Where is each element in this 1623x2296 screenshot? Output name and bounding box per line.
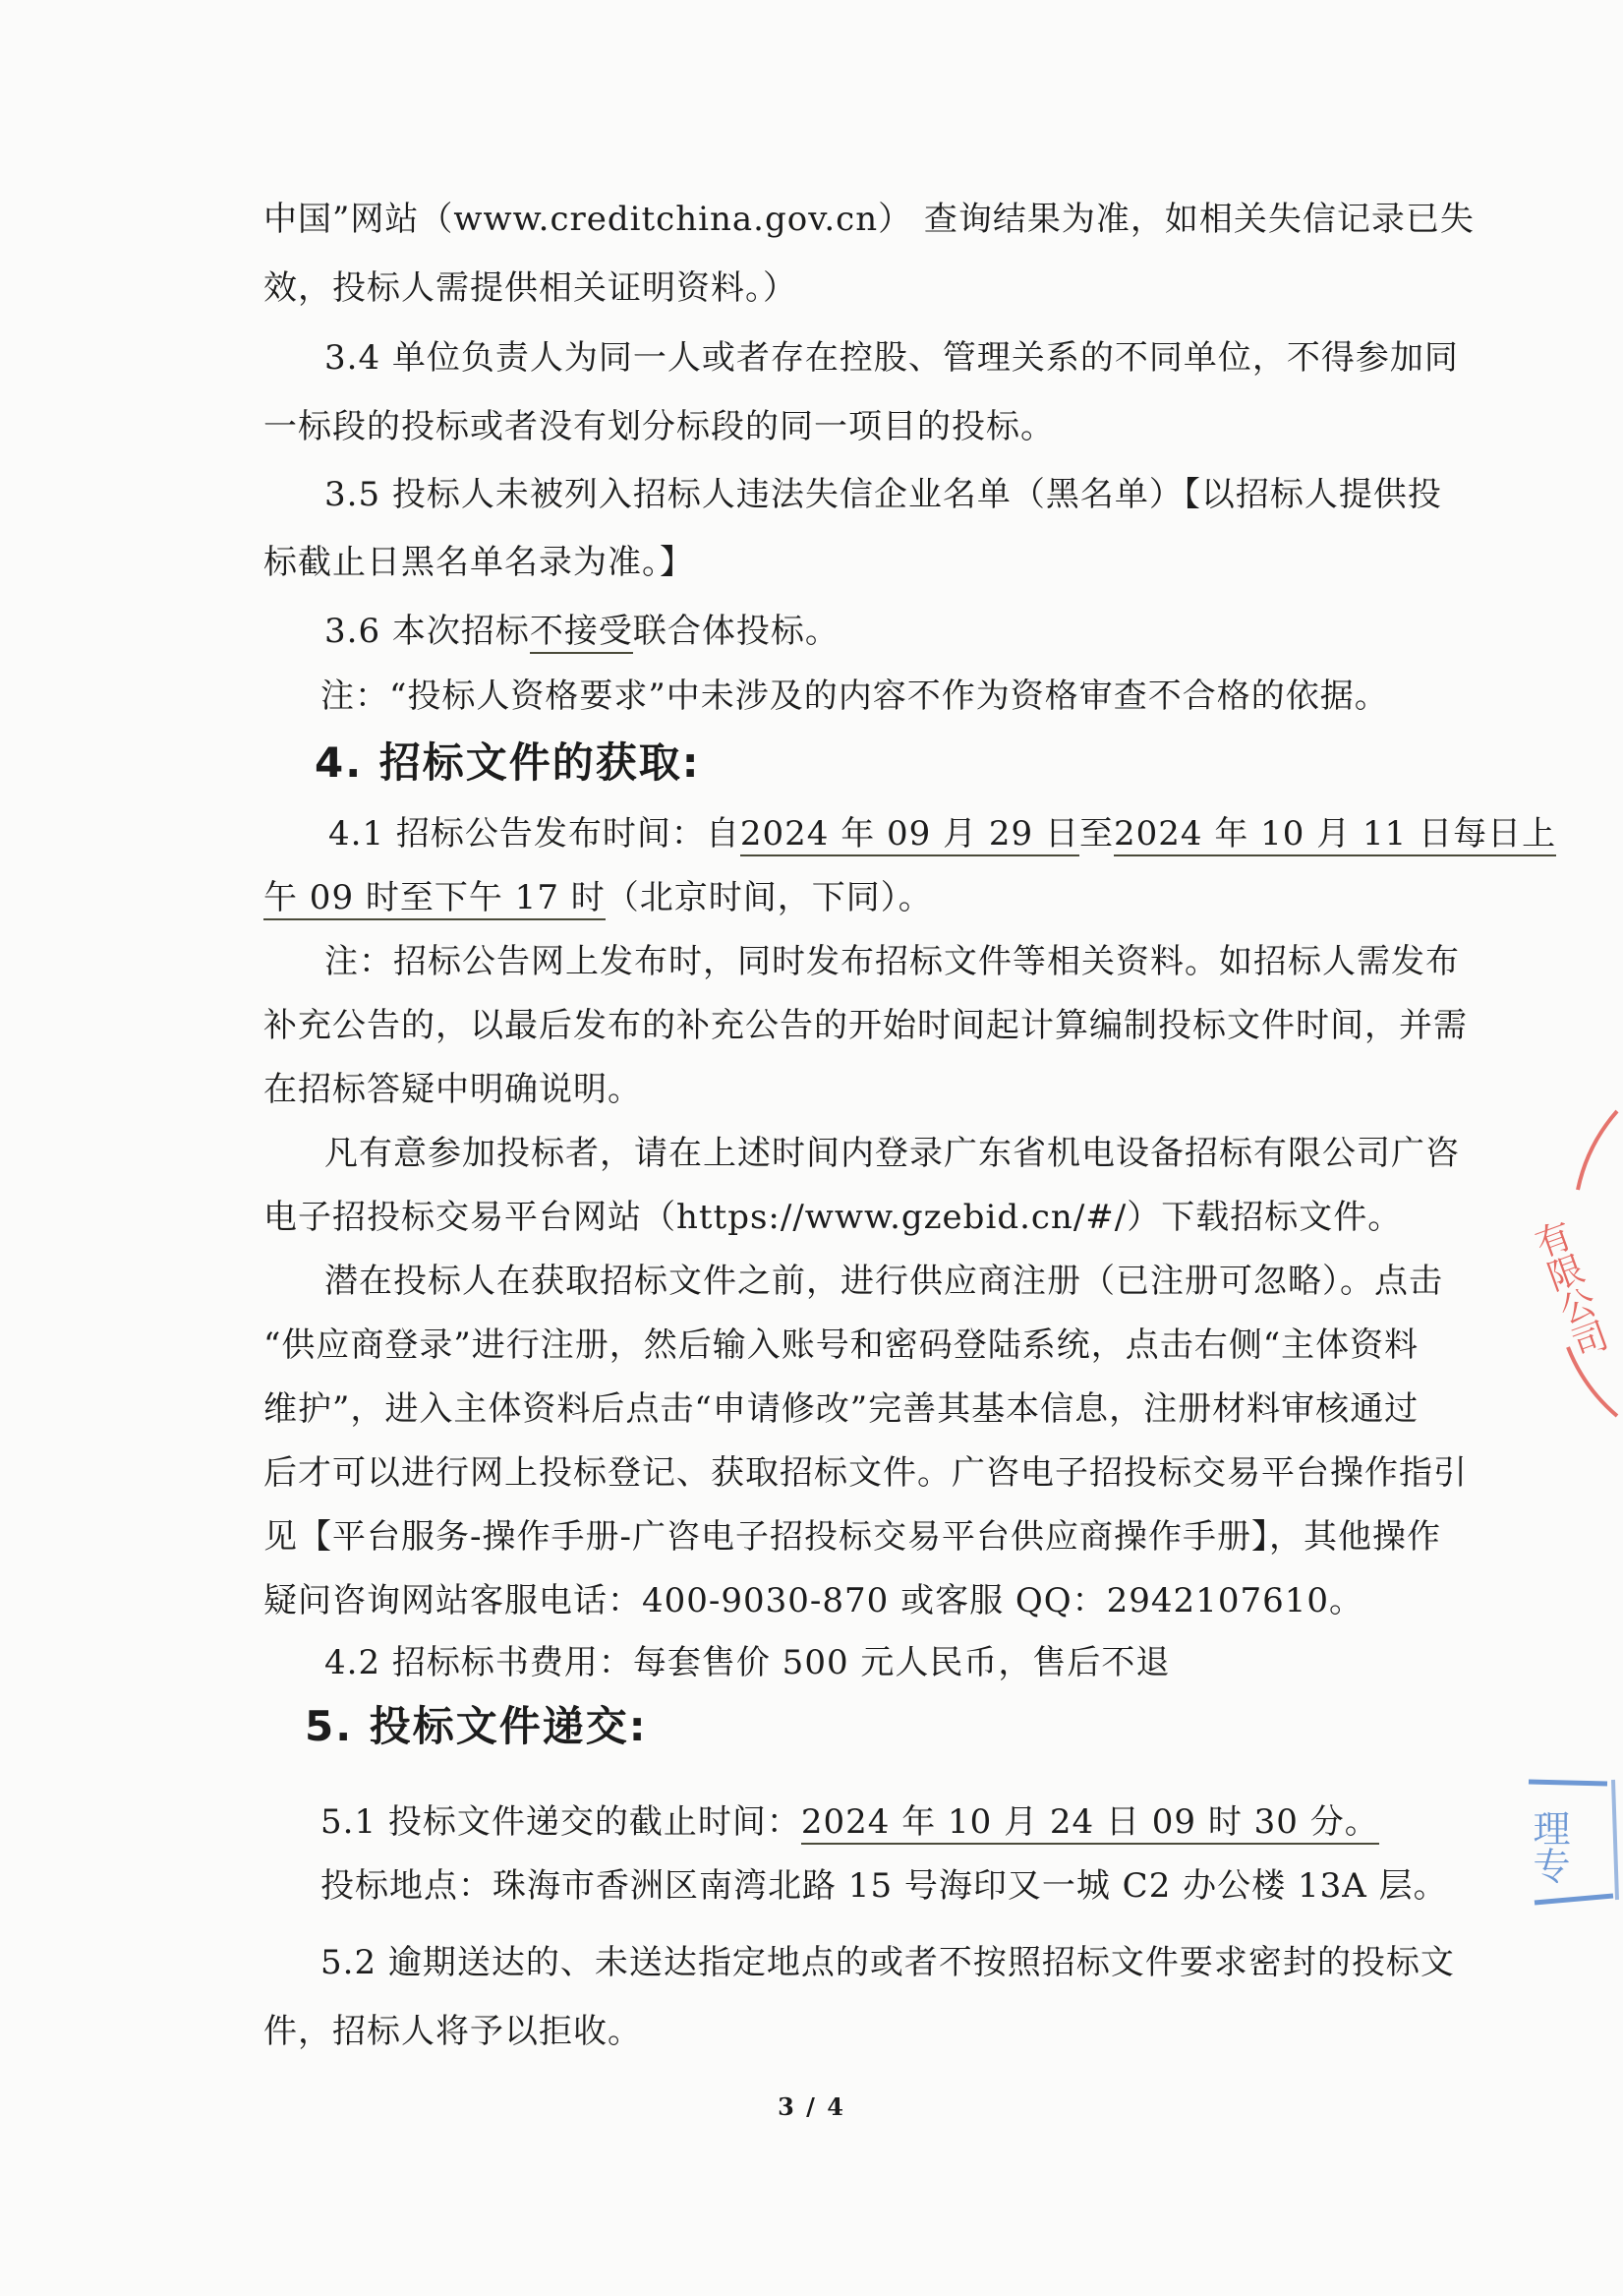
text-line: 电子招投标交易平台网站（https://www.gzebid.cn/#/）下载招标文件。 [263,1198,1403,1237]
page-number: 3 / 4 [778,2092,845,2121]
qualification-note: 注：“投标人资格要求”中未涉及的内容不作为资格审查不合格的依据。 [320,677,1389,716]
paragraph-registration: 潜在投标人在获取招标文件之前，进行供应商注册（已注册可忽略）。点击 [324,1262,1443,1301]
text-line: 中国”网站（www.creditchina.gov.cn） 查询结果为准，如相关失信记录已失 [263,200,1475,239]
text-line: 标截止日黑名单名录为准。】 [263,543,694,582]
text-line: “供应商登录”进行注册，然后输入账号和密码登陆系统，点击右侧“主体资料 [263,1325,1420,1365]
underlined-time: 午 09 时至下午 17 时 [263,878,606,920]
clause-5-2: 5.2 逾期送达的、未送达指定地点的或者不按照招标文件要求密封的投标文 [320,1943,1455,1982]
clause-4-1: 4.1 招标公告发布时间：自2024 年 09 月 29 日至2024 年 10 月 11 日每日上 [328,810,1408,857]
clause-5-1: 5.1 投标文件递交的截止时间：2024 年 10 月 24 日 09 时 30 分。 [320,1798,1400,1846]
underlined-date: 2024 年 09 月 29 日 [740,814,1079,856]
paragraph-platform: 凡有意参加投标者，请在上述时间内登录广东省机电设备招标有限公司广咨 [324,1134,1460,1173]
underlined-date: 2024 年 10 月 11 日每日上 [1114,814,1556,856]
svg-text:理专: 理专 [1527,1809,1570,1884]
underlined-text: 不接受 [530,612,633,654]
text-line: 在招标答疑中明确说明。 [263,1070,642,1109]
text-line: 件，招标人将予以拒收。 [263,2012,642,2051]
text-line: 效，投标人需提供相关证明资料。） [263,268,797,308]
text-line: 维护”，进入主体资料后点击“申请修改”完善其基本信息，注册材料审核通过 [263,1389,1420,1429]
section-heading-5: 5. 投标文件递交: [305,1702,648,1750]
text-line: 见【平台服务-操作手册-广咨电子招投标交易平台供应商操作手册】，其他操作 [263,1517,1441,1557]
red-seal-partial [1525,1082,1623,1436]
text-line: 疑问咨询网站客服电话：400-9030-870 或客服 QQ：2942107610。 [263,1581,1363,1620]
text-line: 补充公告的，以最后发布的补充公告的开始时间起计算编制投标文件时间，并需 [263,1006,1468,1045]
underlined-deadline: 2024 年 10 月 24 日 09 时 30 分。 [801,1802,1379,1845]
clause-3-5: 3.5 投标人未被列入招标人违法失信企业名单（黑名单）【以招标人提供投 [324,475,1442,514]
text-line: 午 09 时至下午 17 时（北京时间，下同）。 [263,874,1404,921]
clause-4-2: 4.2 招标标书费用：每套售价 500 元人民币，售后不退 [324,1643,1171,1682]
section-heading-4: 4. 招标文件的获取: [315,738,701,787]
note-paragraph: 注：招标公告网上发布时，同时发布招标文件等相关资料。如招标人需发布 [324,942,1460,981]
bid-location: 投标地点：珠海市香洲区南湾北路 15 号海印又一城 C2 办公楼 13A 层。 [320,1866,1448,1906]
blue-seal-partial [1519,1770,1623,1937]
clause-3-6: 3.6 本次招标不接受联合体投标。 [324,608,1404,655]
clause-3-4: 3.4 单位负责人为同一人或者存在控股、管理关系的不同单位，不得参加同 [324,338,1459,378]
text-line: 一标段的投标或者没有划分标段的同一项目的投标。 [263,407,1055,446]
text-line: 后才可以进行网上投标登记、获取招标文件。广咨电子招投标交易平台操作指引 [263,1453,1468,1493]
svg-text:有限公司: 有限公司 [1525,1215,1612,1364]
